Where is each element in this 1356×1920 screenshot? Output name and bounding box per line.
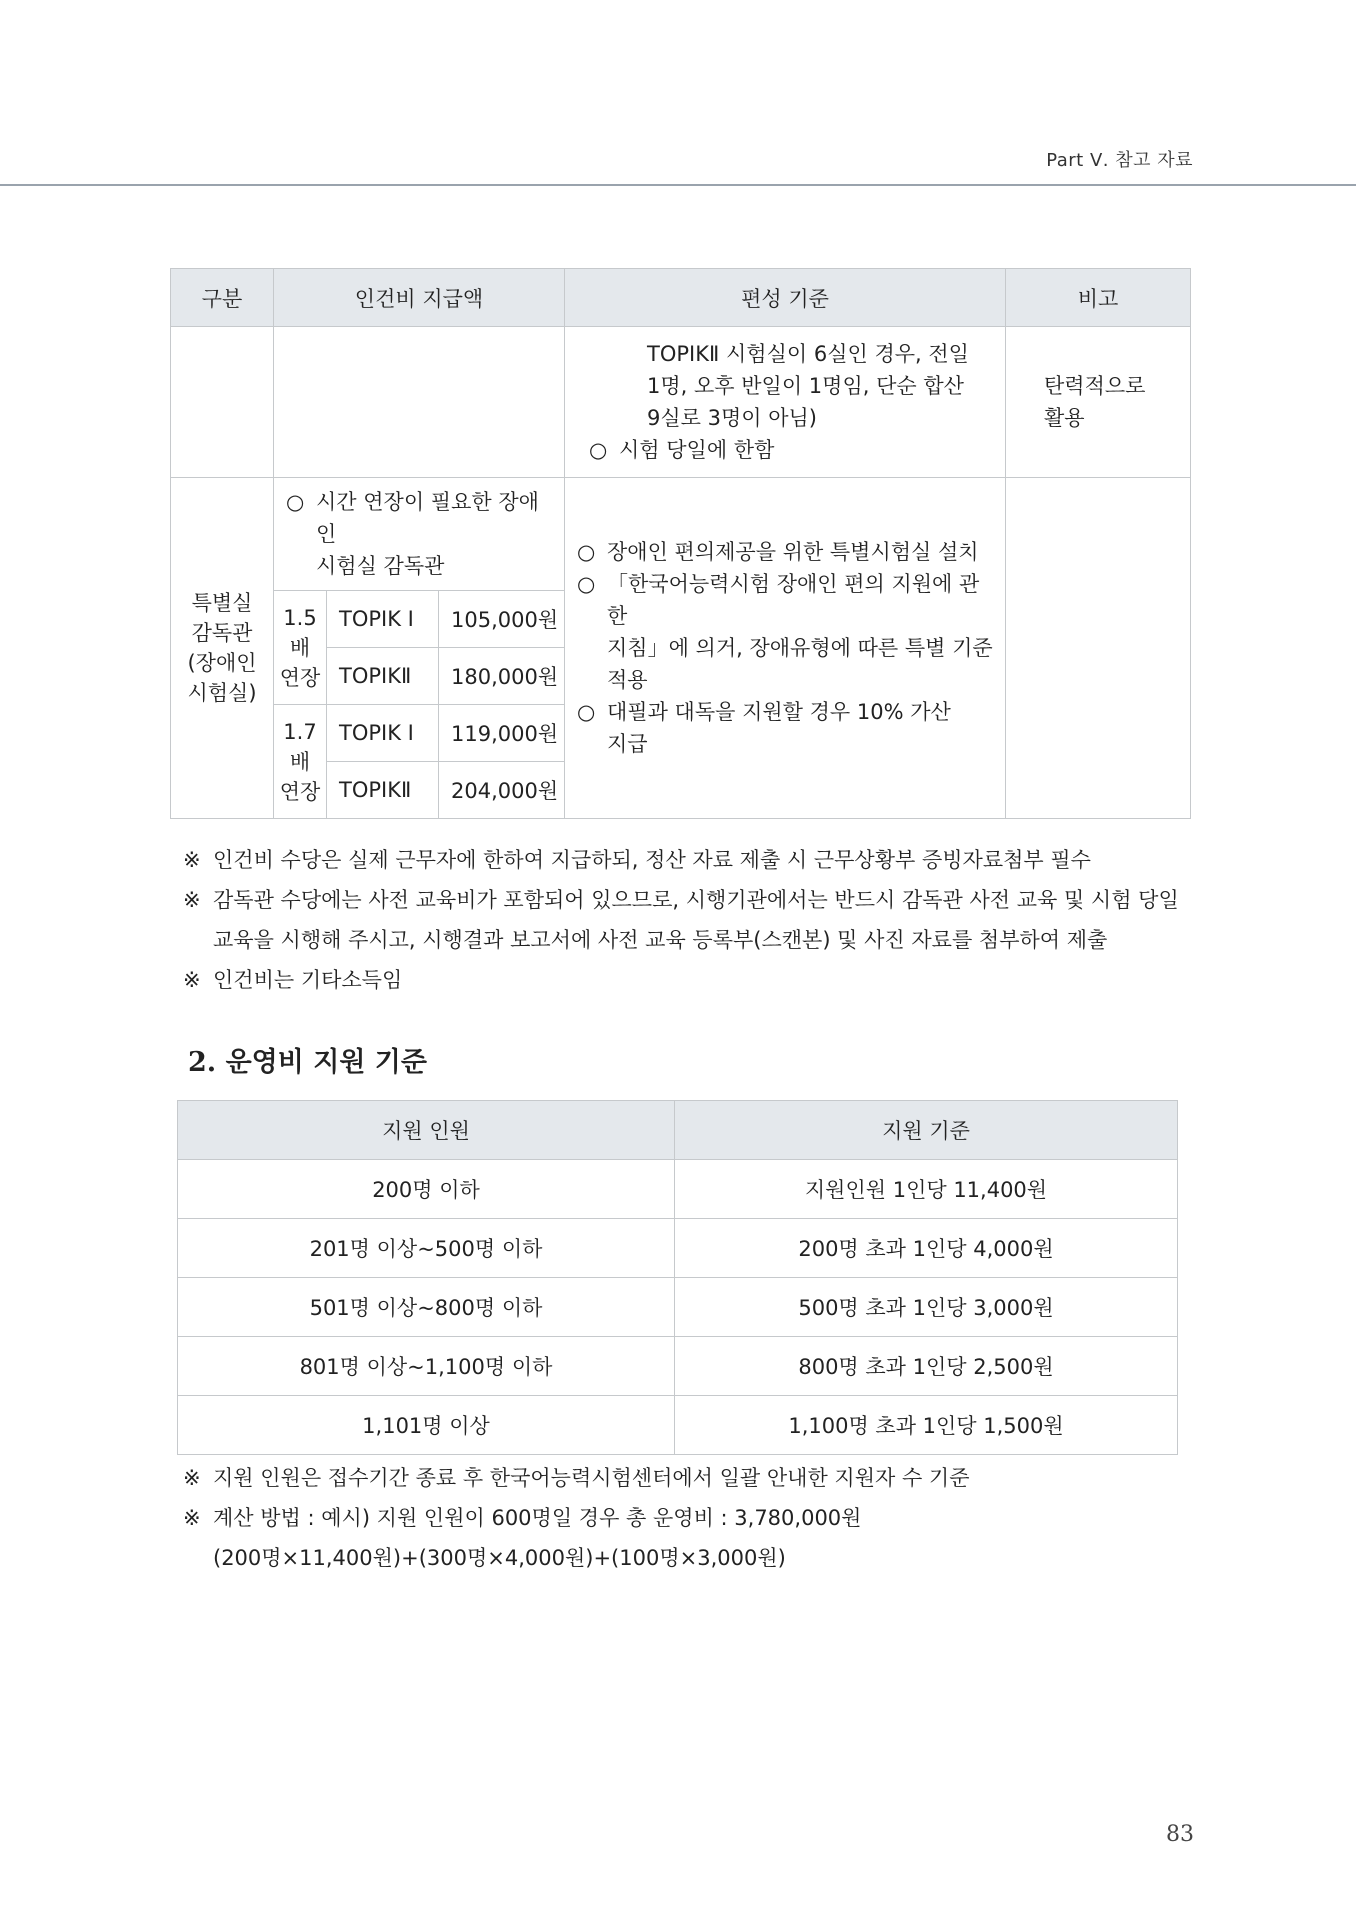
header-note: 비고 (1006, 269, 1191, 327)
bullet-mark: ○ (577, 700, 596, 724)
applicants-cell: 200명 이하 (178, 1160, 675, 1219)
criteria-cell (565, 327, 1006, 478)
extension-label-cell (274, 591, 327, 705)
criteria-line: 「한국어능력시험 장애인 편의 지원에 관한 (607, 572, 980, 628)
applicants-cell: 801명 이상~1,100명 이하 (178, 1337, 675, 1396)
table-row (178, 1278, 1178, 1337)
notes-operating (183, 1458, 969, 1578)
amount-cell: 119,000원 (439, 705, 565, 762)
level-cell: TOPIK Ⅰ (327, 591, 439, 648)
pay-desc-cell (274, 478, 565, 591)
table-row (178, 1219, 1178, 1278)
category-line: (장애인 (187, 651, 257, 675)
category-line: 특별실 (191, 591, 253, 615)
bullet-mark: ○ (589, 438, 608, 462)
bullet-mark: ○ (577, 572, 596, 596)
amount-cell: 105,000원 (439, 591, 565, 648)
extension-label-line: 1.5배 (283, 605, 317, 660)
note-mark: ※ (183, 968, 201, 992)
amount-cell: 180,000원 (439, 648, 565, 705)
level-cell: TOPIK Ⅰ (327, 705, 439, 762)
support-cell: 500명 초과 1인당 3,000원 (675, 1278, 1178, 1337)
section-title: 2. 운영비 지원 기준 (188, 1047, 427, 1078)
header-rule (0, 184, 1356, 186)
criteria-line: 적용 (607, 668, 648, 692)
header-pay: 인건비 지급액 (274, 269, 565, 327)
criteria-line: 대필과 대독을 지원할 경우 10% 가산 (607, 700, 951, 724)
criteria-line: 장애인 편의제공을 위한 특별시험실 설치 (607, 540, 979, 564)
support-cell: 지원인원 1인당 11,400원 (675, 1160, 1178, 1219)
page-number: 83 (1166, 1822, 1194, 1847)
note-mark: ※ (183, 848, 201, 872)
amount-cell: 204,000원 (439, 762, 565, 819)
notes-personnel (183, 840, 1179, 1000)
note-mark: ※ (183, 888, 201, 912)
criteria-line: 1명, 오후 반일이 1명임, 단순 합산 (647, 374, 964, 398)
support-cell: 200명 초과 1인당 4,000원 (675, 1219, 1178, 1278)
note-line: 활용 (1044, 406, 1085, 430)
extension-label-line: 1.7배 (283, 719, 317, 774)
note-text: 인건비 수당은 실제 근무자에 한하여 지급하되, 정산 자료 제출 시 근무상황부 증빙자료첨부 필수 (213, 848, 1091, 872)
table-header-row (171, 269, 1191, 327)
bullet-mark: ○ (577, 540, 596, 564)
criteria-line: TOPIKⅡ 시험실이 6실인 경우, 전일 (647, 342, 969, 366)
support-cell: 1,100명 초과 1인당 1,500원 (675, 1396, 1178, 1455)
applicants-cell: 201명 이상~500명 이하 (178, 1219, 675, 1278)
pay-desc-line: 시간 연장이 필요한 장애인 (316, 490, 539, 546)
bullet-mark: ○ (286, 490, 305, 514)
special-note-cell (1006, 478, 1191, 819)
personnel-cost-table (170, 268, 1191, 819)
note-cell (1006, 327, 1191, 478)
table-header-row (178, 1101, 1178, 1160)
applicants-cell: 501명 이상~800명 이하 (178, 1278, 675, 1337)
extension-label-line: 연장 (279, 779, 321, 804)
criteria-line: 지급 (607, 732, 648, 756)
note-mark: ※ (183, 1506, 201, 1530)
note-text: 지원 인원은 접수기간 종료 후 한국어능력시험센터에서 일괄 안내한 지원자 수 기준 (213, 1466, 970, 1490)
level-cell: TOPIKⅡ (327, 762, 439, 819)
page-header: Part Ⅴ. 참고 자료 (1046, 150, 1193, 171)
criteria-line: 시험 당일에 한함 (619, 438, 775, 462)
criteria-line: 9실로 3명이 아님) (647, 406, 817, 430)
header-applicants: 지원 인원 (178, 1101, 675, 1160)
note-text-continued: 교육을 시행해 주시고, 시행결과 보고서에 사전 교육 등록부(스캔본) 및 사진 자료를 첨부하여 제출 (213, 928, 1108, 952)
table-row (178, 1160, 1178, 1219)
pay-desc-line: 시험실 감독관 (316, 554, 445, 578)
header-support: 지원 기준 (675, 1101, 1178, 1160)
extension-label-line: 연장 (279, 665, 321, 690)
note-text-continued: (200명×11,400원)+(300명×4,000원)+(100명×3,000원) (213, 1546, 786, 1570)
extension-label-cell (274, 705, 327, 819)
category-cell (171, 478, 274, 819)
header-category: 구분 (171, 269, 274, 327)
category-line: 시험실) (187, 681, 257, 705)
level-cell: TOPIKⅡ (327, 648, 439, 705)
note-text: 인건비는 기타소득임 (213, 968, 403, 992)
empty-cell (171, 327, 274, 478)
criteria-line: 지침」에 의거, 장애유형에 따른 특별 기준 (607, 636, 993, 660)
support-cell: 800명 초과 1인당 2,500원 (675, 1337, 1178, 1396)
table-row-special (171, 478, 1191, 591)
category-line: 감독관 (191, 621, 253, 645)
note-text: 계산 방법 : 예시) 지원 인원이 600명일 경우 총 운영비 : 3,780,000원 (213, 1506, 862, 1530)
note-line: 탄력적으로 (1044, 374, 1146, 398)
table-row (178, 1337, 1178, 1396)
special-criteria-cell (565, 478, 1006, 819)
operating-cost-table (177, 1100, 1178, 1455)
header-criteria: 편성 기준 (565, 269, 1006, 327)
table-row-continued (171, 327, 1191, 478)
applicants-cell: 1,101명 이상 (178, 1396, 675, 1455)
note-mark: ※ (183, 1466, 201, 1490)
table-row (178, 1396, 1178, 1455)
note-text: 감독관 수당에는 사전 교육비가 포함되어 있으므로, 시행기관에서는 반드시 감독관 사전 교육 및 시험 당일 (213, 888, 1179, 912)
empty-cell (274, 327, 565, 478)
